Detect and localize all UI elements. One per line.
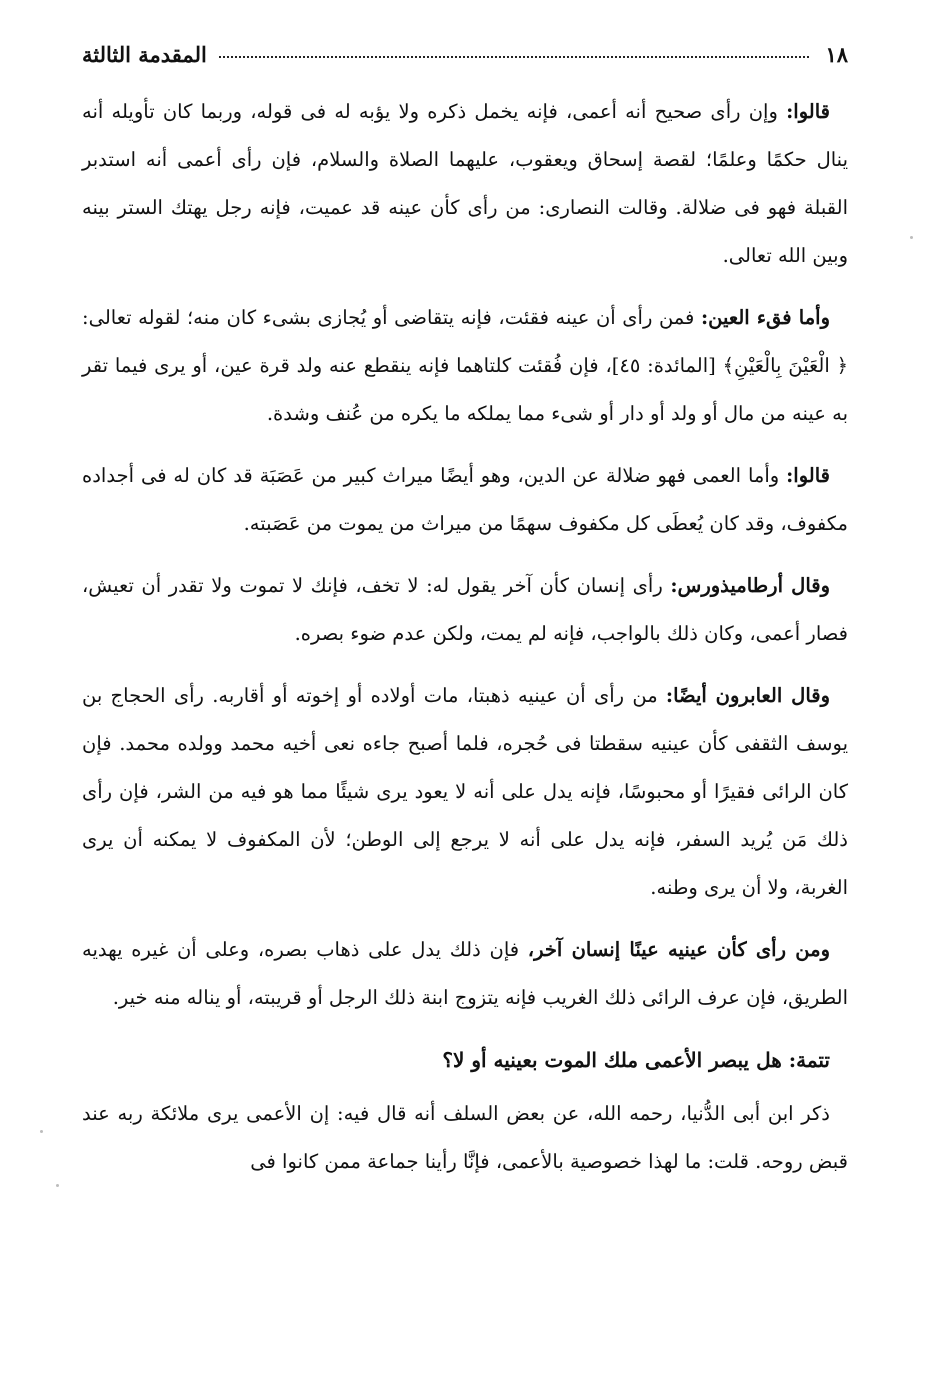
paragraph	[82, 294, 848, 438]
paragraph-text: وأما العمى فهو ضلالة عن الدين، وهو أيضًا ميراث كبير من عَصَبَة قد كان له فى أجداده مكفوف، وقد كان يُعطَى كل مكفوف سهمًا من ميراث من يموت من عَصَبته.	[82, 464, 848, 535]
paragraph	[82, 926, 848, 1022]
paragraph	[82, 88, 848, 280]
paragraph-text: رأى إنسان كأن آخر يقول له: لا تخف، فإنك لا تموت ولا تقدر أن تعيش، فصار أعمى، وكان ذلك بالواجب، فإنه لم يمت، ولكن عدم ضوء بصره.	[82, 574, 848, 645]
scan-speck	[40, 1130, 43, 1133]
paragraph-text: فمن رأى أن عينه فقئت، فإنه يتقاضى أو يُجازى بشىء كان منه؛ لقوله تعالى: ﴿ الْعَيْنَ بِالْعَيْنِ﴾ [المائدة: ٤٥]، فإن فُقئت كلتاهما فإنه ينقطع عنه ولد قرة عين، أو يرى فيما تقر به عينه من مال أو ولد أو دار أو شىء مما يملكه ما يكره من عُنف وشدة.	[82, 306, 848, 425]
section-title: المقدمة الثالثة	[82, 41, 207, 67]
scan-speck	[56, 1184, 59, 1187]
paragraph	[82, 562, 848, 658]
paragraph-text: وإن رأى صحيح أنه أعمى، فإنه يخمل ذكره ولا يؤبه له فى قوله، وربما كان تأويله أنه ينال حكمًا وعلمًا؛ لقصة إسحاق ويعقوب، عليهما الصلاة والسلام، فإن رأى أعمى أنه استدبر القبلة فهو فى ضلالة. وقالت النصارى: من رأى كأن عينه قد عميت، فإنه رجل يهتك الستر بينه وبين الله تعالى.	[82, 100, 848, 267]
paragraph-text: فإن ذلك يدل على ذهاب بصره، وعلى أن غيره يهديه الطريق، فإن عرف الرائى ذلك الغريب فإنه يتزوج ابنة ذلك الرجل أو قريبته، أو يناله منه خير.	[82, 938, 848, 1009]
page-number: ١٨	[825, 41, 848, 67]
header-dotted-leader	[219, 56, 810, 58]
paragraph-lead: قالوا:	[786, 464, 830, 487]
page-body	[82, 88, 848, 1200]
paragraph-lead: ومن رأى كأن عينيه عينًا إنسان آخر،	[527, 938, 831, 961]
final-paragraph: ذكر ابن أبى الدُّنيا، رحمه الله، عن بعض السلف أنه قال فيه: إن الأعمى يرى ملائكة ربه عند قبض روحه. قلت: ما لهذا خصوصية بالأعمى، فإنَّا رأينا جماعة ممن كانوا فى	[82, 1102, 848, 1173]
paragraph	[82, 672, 848, 912]
paragraph-lead: وأما فقء العين:	[700, 306, 831, 329]
paragraph-lead: وقال أرطاميذورس:	[670, 574, 831, 597]
scan-speck	[910, 236, 913, 239]
running-head	[82, 36, 848, 72]
paragraph-text: من رأى أن عينيه ذهبتا، مات أولاده أو إخوته أو أقاربه. رأى الحجاج بن يوسف الثقفى كأن عينيه سقطتا فى حُجره، فلما أصبح جاءه نعى أخيه محمد وولده محمد. فإن كان الرائى فقيرًا أو محبوسًا، فإنه يدل على أنه لا يعود يرى شيئًا مما هو فيه من الشر، فإن رأى ذلك مَن يُريد السفر، فإنه يدل على أنه لا يرجع إلى الوطن؛ لأن المكفوف لا يمكنه أن يرى الغربة، ولا أن يرى وطنه.	[82, 684, 848, 899]
subheading: تتمة: هل يبصر الأعمى ملك الموت بعينيه أو لا؟	[442, 1048, 830, 1072]
paragraph-lead: وقال العابرون أيضًا:	[665, 684, 830, 707]
paragraph	[82, 452, 848, 548]
paragraph-lead: قالوا:	[786, 100, 830, 123]
